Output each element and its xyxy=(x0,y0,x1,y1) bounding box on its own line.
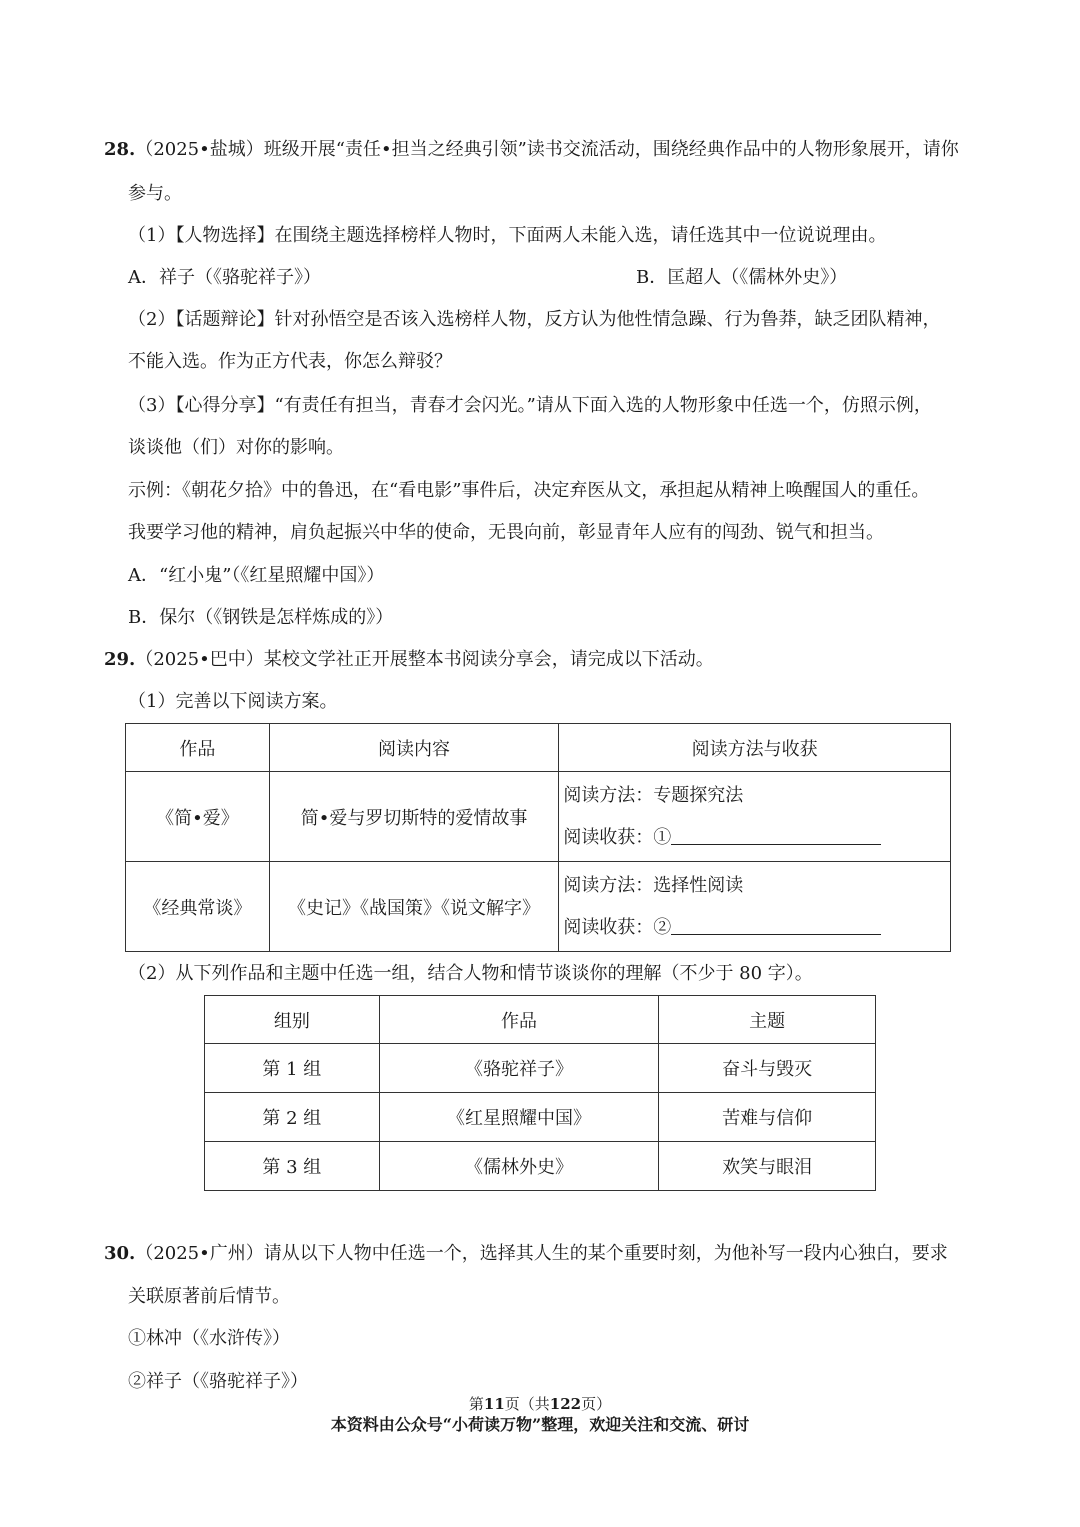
q30-option-2: ②祥子（《骆驼祥子》） xyxy=(128,1371,308,1392)
table-row xyxy=(205,1093,876,1142)
table-header-cell: 主题 xyxy=(659,996,876,1044)
q28-part1-option-a: A．祥子（《骆驼祥子》） xyxy=(128,267,321,288)
q30-number: 30. xyxy=(104,1243,136,1264)
table-cell: 第 1 组 xyxy=(205,1044,380,1093)
footer-note: 本资料由公众号“小荷读万物”整理，欢迎关注和交流、研讨 xyxy=(330,1415,750,1434)
q29-part2: （2）从下列作品和主题中任选一组，结合人物和情节谈谈你的理解（不少于 80 字）。 xyxy=(128,963,813,984)
reading-method: 阅读方法：专题探究法 xyxy=(563,784,744,806)
q29-part1: （1）完善以下阅读方案。 xyxy=(128,691,338,712)
table-cell-work: 《经典常谈》 xyxy=(126,862,270,952)
q29-number: 29. xyxy=(104,649,136,670)
reading-method: 阅读方法：选择性阅读 xyxy=(563,874,744,896)
table-row xyxy=(126,862,951,952)
q28-line2: 参与。 xyxy=(128,183,182,204)
table-row xyxy=(205,1142,876,1191)
table-cell-method xyxy=(559,772,951,862)
reading-gain-line xyxy=(559,907,950,949)
table-cell: 《红星照耀中国》 xyxy=(379,1093,659,1142)
reading-plan-table xyxy=(125,723,951,952)
q29-stem: （2025•巴中）某校文学社正开展整本书阅读分享会，请完成以下活动。 xyxy=(135,649,714,670)
answer-blank xyxy=(671,824,881,845)
table-cell: 《儒林外史》 xyxy=(379,1142,659,1191)
q28-number: 28. xyxy=(104,139,136,160)
table-cell: 第 3 组 xyxy=(205,1142,380,1191)
current-page: 11 xyxy=(483,1395,505,1413)
total-pages: 122 xyxy=(549,1395,582,1413)
theme-groups-table xyxy=(204,995,876,1191)
table-row xyxy=(126,772,951,862)
page-mid: 页（共 xyxy=(504,1395,550,1413)
table-header-cell: 阅读方法与收获 xyxy=(559,724,951,772)
q28-part1-option-b: B．匡超人（《儒林外史》） xyxy=(636,267,848,288)
q29-line1 xyxy=(104,648,714,672)
q30-option-1: ①林冲（《水浒传》） xyxy=(128,1328,290,1349)
table-cell: 第 2 组 xyxy=(205,1093,380,1142)
reading-gain-label: 阅读收获：① xyxy=(563,826,672,848)
q28-part3-option-b: B．保尔（《钢铁是怎样炼成的》） xyxy=(128,607,394,628)
table-cell: 苦难与信仰 xyxy=(659,1093,876,1142)
table-cell-work: 《简•爱》 xyxy=(126,772,270,862)
table-cell: 《骆驼祥子》 xyxy=(379,1044,659,1093)
page-number xyxy=(0,1394,1080,1414)
table-cell-content: 《史记》《战国策》《说文解字》 xyxy=(269,862,559,952)
table-header-cell: 组别 xyxy=(205,996,380,1044)
q28-stem: （2025•盐城）班级开展“责任•担当之经典引领”读书交流活动，围绕经典作品中的人物形象展开，请你 xyxy=(135,139,959,160)
table-cell-method xyxy=(559,862,951,952)
table-header-cell: 作品 xyxy=(379,996,659,1044)
table-cell: 奋斗与毁灭 xyxy=(659,1044,876,1093)
q28-line1 xyxy=(104,138,959,162)
table-header-row xyxy=(126,724,951,772)
reading-gain-label: 阅读收获：② xyxy=(563,916,672,938)
q28-part3-line2: 谈谈他（们）对你的影响。 xyxy=(128,437,344,458)
q28-part3-option-a: A．“红小鬼”（《红星照耀中国》） xyxy=(128,565,385,586)
q30-stem: （2025•广州）请从以下人物中任选一个，选择其人生的某个重要时刻，为他补写一段内心独白，要求 xyxy=(135,1243,948,1264)
table-header-row xyxy=(205,996,876,1044)
table-cell: 欢笑与眼泪 xyxy=(659,1142,876,1191)
page-prefix: 第 xyxy=(468,1395,484,1413)
table-cell-content: 简•爱与罗切斯特的爱情故事 xyxy=(269,772,559,862)
q28-part2-line2: 不能入选。作为正方代表，你怎么辩驳？ xyxy=(128,351,452,372)
q28-example-line1: 示例：《朝花夕拾》中的鲁迅，在“看电影”事件后，决定弃医从文，承担起从精神上唤醒国人的重任。 xyxy=(128,480,930,501)
answer-blank xyxy=(671,914,881,935)
q28-part1: （1）【人物选择】在围绕主题选择榜样人物时，下面两人未能入选，请任选其中一位说说理由。 xyxy=(128,225,887,246)
page-suffix: 页） xyxy=(581,1395,612,1413)
q28-part3-line1: （3）【心得分享】“有责任有担当，青春才会闪光。”请从下面入选的人物形象中任选一个，仿照示例， xyxy=(128,395,932,416)
table-header-cell: 作品 xyxy=(126,724,270,772)
q28-example-line2: 我要学习他的精神，肩负起振兴中华的使命，无畏向前，彰显青年人应有的闯劲、锐气和担当。 xyxy=(128,522,884,543)
q30-line1 xyxy=(104,1242,948,1266)
q30-line2: 关联原著前后情节。 xyxy=(128,1286,290,1307)
q28-part2-line1: （2）【话题辩论】针对孙悟空是否该入选榜样人物，反方认为他性情急躁、行为鲁莽，缺乏团队精神， xyxy=(128,309,941,330)
reading-gain-line xyxy=(559,817,950,859)
table-header-cell: 阅读内容 xyxy=(269,724,559,772)
table-row xyxy=(205,1044,876,1093)
